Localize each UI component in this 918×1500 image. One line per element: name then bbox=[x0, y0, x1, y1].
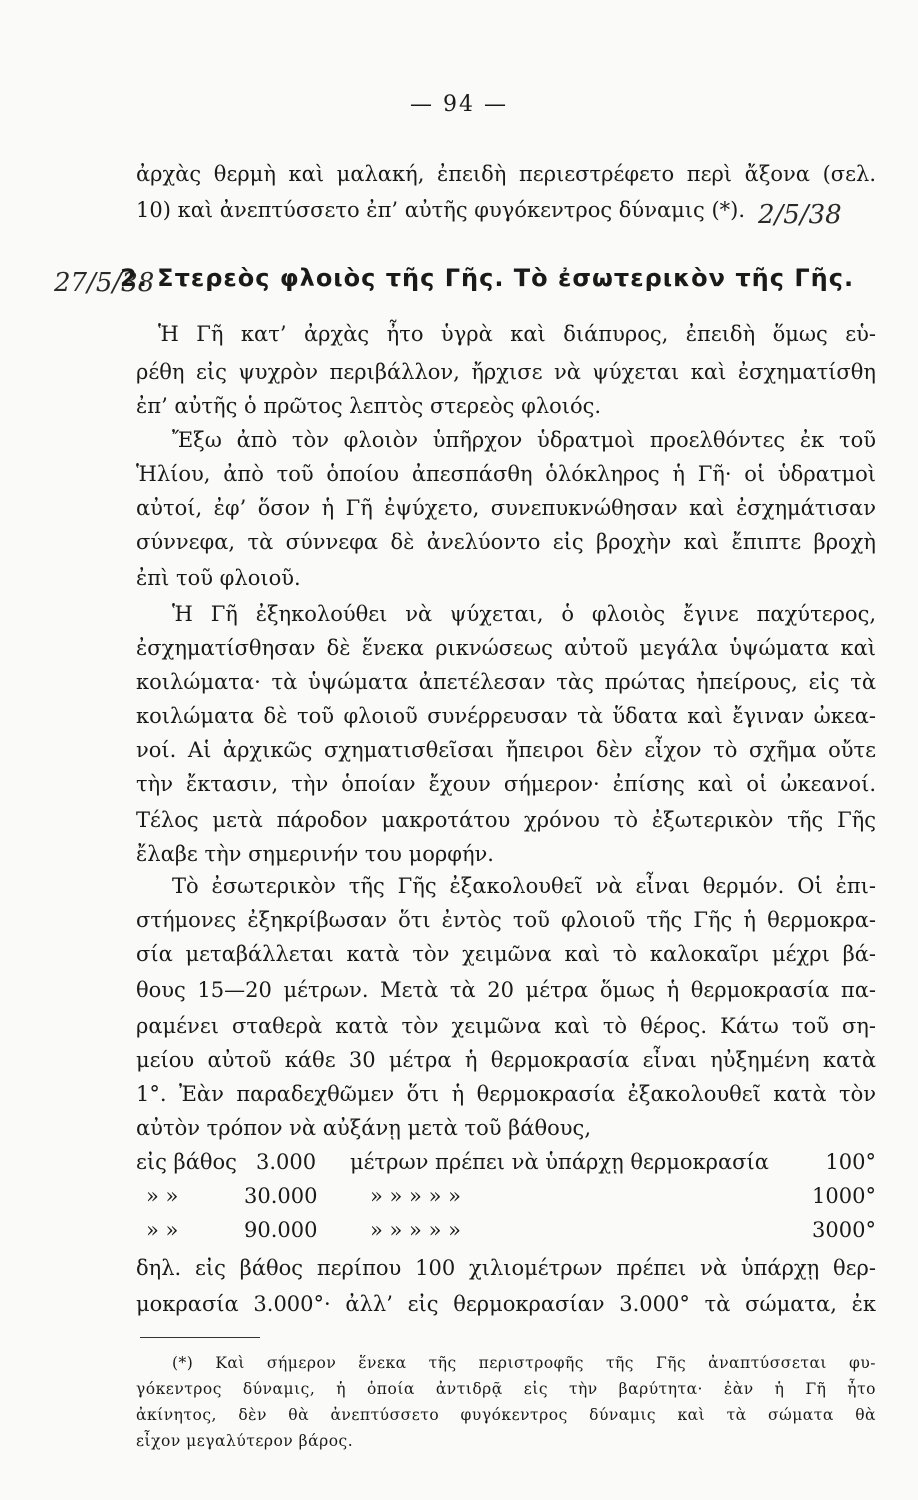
text-line: Ἡ Γῆ ἐξηκολούθει νὰ ψύχεται, ὁ φλοιὸς ἔγινε παχύτερος, bbox=[172, 602, 876, 626]
text-line: δηλ. εἰς βάθος περίπου 100 χιλιομέτρων πρέπει νὰ ὑπάρχῃ θερ- bbox=[136, 1256, 876, 1280]
table-depth: 90.000 bbox=[244, 1218, 318, 1242]
text-line: στήμονες ἐξηκρίβωσαν ὅτι ἐντὸς τοῦ φλοιοῦ τῆς Γῆς ἡ θερμοκρα- bbox=[136, 908, 876, 932]
table-text: μέτρων πρέπει νὰ ὑπάρχῃ θερμοκρασία bbox=[350, 1150, 769, 1174]
section-heading: 2. Στερεὸς φλοιὸς τῆς Γῆς. Τὸ ἐσωτερικὸν τῆς Γῆς. bbox=[120, 264, 855, 292]
text-line: σύννεφα, τὰ σύννεφα δὲ ἀνελύοντο εἰς βροχὴν καὶ ἔπιπτε βροχὴ bbox=[136, 530, 876, 554]
table-text: » » » » » bbox=[370, 1184, 461, 1208]
text-line: ἀρχὰς θερμὴ καὶ μαλακή, ἐπειδὴ περιεστρέφετο περὶ ἄξονα (σελ. bbox=[136, 162, 876, 186]
text-line: ἐσχηματίσθησαν δὲ ἕνεκα ρικνώσεως αὐτοῦ μεγάλα ὑψώματα καὶ bbox=[136, 636, 876, 660]
handwritten-date-right: 2/5/38 bbox=[758, 200, 842, 230]
footnote-line: γόκεντρος δύναμις, ἡ ὁποία ἀντιδρᾷ εἰς τὴν βαρύτητα· ἐὰν ἡ Γῆ ἦτο bbox=[136, 1380, 876, 1398]
text-line: Τέλος μετὰ πάροδον μακροτάτου χρόνου τὸ ἐξωτερικὸν τῆς Γῆς bbox=[136, 808, 876, 832]
text-line: ραμένει σταθερὰ κατὰ τὸν χειμῶνα καὶ τὸ θέρος. Κάτω τοῦ ση- bbox=[136, 1014, 876, 1038]
text-line: νοί. Αἱ ἀρχικῶς σχηματισθεῖσαι ἤπειροι δὲν εἶχον τὸ σχῆμα οὔτε bbox=[136, 738, 876, 762]
text-line: 10) καὶ ἀνεπτύσσετο ἐπ’ αὐτῆς φυγόκεντρος δύναμις (*). bbox=[136, 198, 746, 222]
table-row bbox=[136, 1216, 876, 1244]
page-number: — 94 — bbox=[410, 92, 508, 117]
table-depth: 30.000 bbox=[244, 1184, 318, 1208]
footnote-divider bbox=[140, 1337, 260, 1338]
text-line: Τὸ ἐσωτερικὸν τῆς Γῆς ἐξακολουθεῖ νὰ εἶναι θερμόν. Οἱ ἐπι- bbox=[172, 874, 876, 898]
table-value: 100° bbox=[825, 1150, 876, 1174]
footnote-line: (*) Καὶ σήμερον ἕνεκα τῆς περιστροφῆς τῆς Γῆς ἀναπτύσσεται φυ- bbox=[172, 1354, 876, 1372]
text-line: κοιλώματα· τὰ ὑψώματα ἀπετέλεσαν τὰς πρώτας ἠπείρους, εἰς τὰ bbox=[136, 670, 876, 694]
footnote-line: εἶχον μεγαλύτερον βάρος. bbox=[136, 1432, 354, 1450]
text-line: θους 15—20 μέτρων. Μετὰ τὰ 20 μέτρα ὅμως ἡ θερμοκρασία πα- bbox=[136, 978, 876, 1002]
text-line: σία μεταβάλλεται κατὰ τὸν χειμῶνα καὶ τὸ καλοκαῖρι μέχρι βά- bbox=[136, 942, 876, 966]
text-line: τὴν ἔκτασιν, τὴν ὁποίαν ἔχουν σήμερον· ἐπίσης καὶ οἱ ὠκεανοί. bbox=[136, 772, 876, 796]
text-line: Ἡ Γῆ κατ’ ἀρχὰς ἦτο ὑγρὰ καὶ διάπυρος, ἐπειδὴ ὅμως εὑ- bbox=[158, 322, 876, 346]
text-line: Ἔξω ἀπὸ τὸν φλοιὸν ὑπῆρχον ὑδρατμοὶ προελθόντες ἐκ τοῦ bbox=[172, 428, 876, 452]
table-row bbox=[136, 1182, 876, 1210]
footnote-line: ἀκίνητος, δὲν θὰ ἀνεπτύσσετο φυγόκεντρος δύναμις καὶ τὰ σώματα θὰ bbox=[136, 1406, 876, 1424]
text-line: ἐπ’ αὐτῆς ὁ πρῶτος λεπτὸς στερεὸς φλοιός. bbox=[136, 394, 602, 418]
text-line: ἐπὶ τοῦ φλοιοῦ. bbox=[136, 566, 301, 590]
text-line: αὐτοί, ἐφ’ ὅσον ἡ Γῆ ἐψύχετο, συνεπυκνώθησαν καὶ ἐσχημάτισαν bbox=[136, 496, 876, 520]
table-value: 3000° bbox=[812, 1218, 876, 1242]
table-prefix: » » bbox=[146, 1218, 179, 1242]
text-line: αὐτὸν τρόπον νὰ αὐξάνῃ μετὰ τοῦ βάθους, bbox=[136, 1116, 591, 1140]
text-line: μοκρασία 3.000°· ἀλλ’ εἰς θερμοκρασίαν 3.000° τὰ σώματα, ἐκ bbox=[136, 1292, 876, 1316]
table-prefix: » » bbox=[146, 1184, 179, 1208]
table-prefix: εἰς βάθος bbox=[136, 1150, 237, 1174]
handwritten-date-left: 27/5/38 bbox=[54, 268, 155, 298]
text-line: 1°. Ἐὰν παραδεχθῶμεν ὅτι ἡ θερμοκρασία ἐξακολουθεῖ κατὰ τὸν bbox=[136, 1082, 876, 1106]
text-line: κοιλώματα δὲ τοῦ φλοιοῦ συνέρρευσαν τὰ ὕδατα καὶ ἔγιναν ὠκεα- bbox=[136, 704, 876, 728]
table-value: 1000° bbox=[812, 1184, 876, 1208]
table-text: » » » » » bbox=[370, 1218, 461, 1242]
text-line: Ἡλίου, ἀπὸ τοῦ ὁποίου ἀπεσπάσθη ὁλόκληρος ἡ Γῆ· οἱ ὑδρατμοὶ bbox=[136, 462, 876, 486]
table-row bbox=[136, 1148, 876, 1176]
text-line: ρέθη εἰς ψυχρὸν περιβάλλον, ἤρχισε νὰ ψύχεται καὶ ἐσχηματίσθη bbox=[136, 360, 876, 384]
text-line: ἔλαβε τὴν σημερινήν του μορφήν. bbox=[136, 842, 494, 866]
table-depth: 3.000 bbox=[256, 1150, 317, 1174]
text-line: μείου αὐτοῦ κάθε 30 μέτρα ἡ θερμοκρασία εἶναι ηὐξημένη κατὰ bbox=[136, 1048, 876, 1072]
